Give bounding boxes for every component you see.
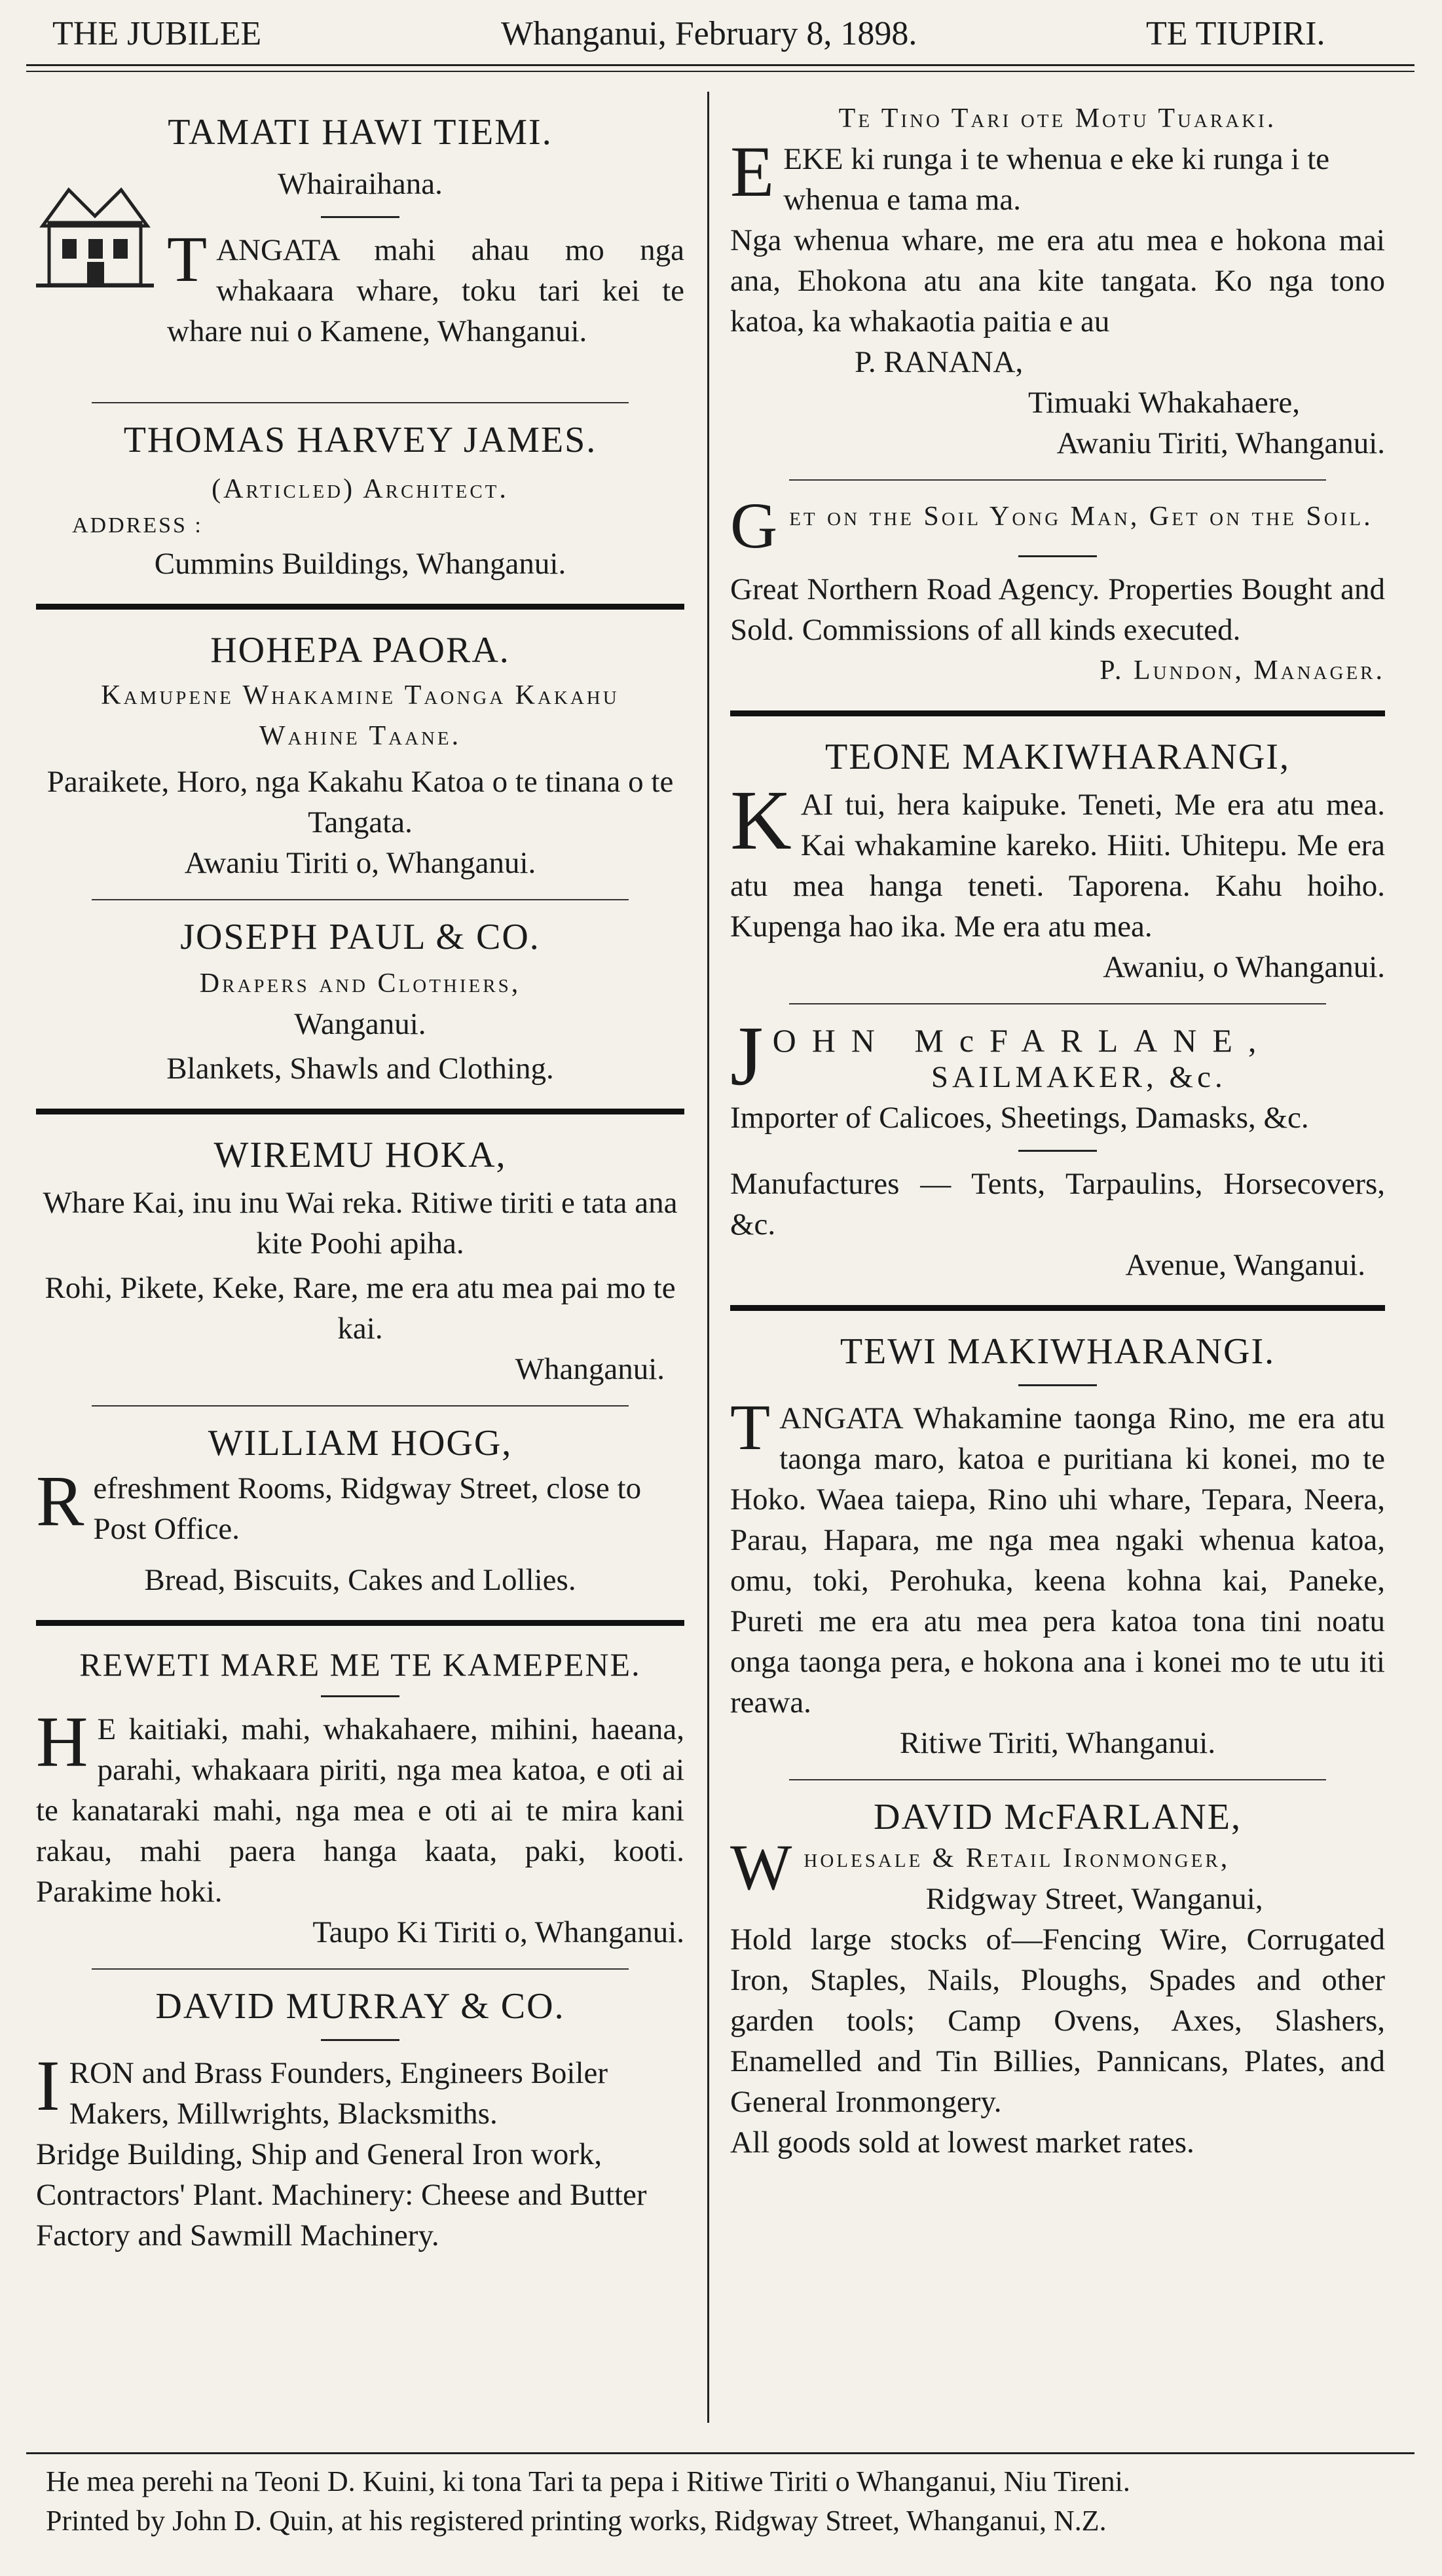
ad-title: OHN McFARLANE, [772, 1022, 1272, 1059]
ad-body: ANGATA mahi ahau mo nga whakaara whare, toku tari kei te whare nui o Kamene, Whanganui. [167, 233, 684, 348]
ad-title: TEONE MAKIWHARANGI, [825, 737, 1290, 777]
ad-title: THOMAS HARVEY JAMES. [123, 420, 597, 460]
ad-line-1: Importer of Calicoes, Sheetings, Damasks, &c. [730, 1101, 1309, 1135]
ad-name: P. RANANA, [855, 345, 1024, 379]
ad-title: DAVID MURRAY & CO. [155, 1986, 565, 2027]
ad-title: WIREMU HOKA, [213, 1135, 507, 1175]
dropcap: J [730, 1009, 764, 1103]
rule [789, 1779, 1326, 1780]
ad-body-2: Nga whenua whare, me era atu mea e hokona mai ana, Ehokona atu ana kite tangata. Ko nga tono katoa, ka whakaotia paitia e au [730, 223, 1385, 339]
rule [92, 402, 629, 403]
masthead-left: THE JUBILEE [52, 15, 262, 52]
ad-place: Wanganui. [294, 1007, 426, 1041]
left-column [36, 98, 684, 2256]
ad-body: Great Northern Road Agency. Properties Bought and Sold. Commissions of all kinds executed. [730, 572, 1385, 647]
masthead [33, 9, 1408, 62]
dropcap: K [730, 773, 792, 868]
short-rule [321, 216, 399, 218]
ad-subtitle: holesale & Retail Ironmonger, [804, 1843, 1230, 1873]
ad-title: et on the Soil Yong Man, Get on the Soil. [789, 502, 1373, 532]
thick-rule [36, 1620, 684, 1626]
ad-title: DAVID McFARLANE, [874, 1797, 1242, 1837]
rule [92, 1405, 629, 1407]
thick-rule [730, 710, 1385, 716]
thick-rule [36, 1109, 684, 1114]
masthead-rule [26, 64, 1414, 66]
imprint-maori: He mea perehi na Teoni D. Kuini, ki tona Tari ta pepa i Ritiwe Tiriti o Whanganui, Niu Tireni. [46, 2465, 1130, 2497]
ad-hohepa-paora [36, 629, 684, 883]
dropcap: T [730, 1391, 771, 1463]
ad-signature: P. Lundon, Manager. [1100, 655, 1385, 686]
ad-get-on-the-soil [730, 489, 1385, 691]
ad-tamati-hawi-tiemi [36, 111, 684, 386]
rule [789, 1003, 1326, 1004]
ad-title: HOHEPA PAORA. [210, 630, 510, 671]
ad-body: efreshment Rooms, Ridgway Street, close to Post Office. [93, 1471, 642, 1546]
dropcap: H [36, 1702, 88, 1782]
dropcap: I [36, 2046, 60, 2125]
house-illustration [36, 177, 154, 288]
ad-body-2: Bread, Biscuits, Cakes and Lollies. [144, 1563, 576, 1597]
ad-te-tino-tari [730, 98, 1385, 464]
ad-address: Awaniu Tiriti o, Whanganui. [184, 846, 536, 880]
ad-william-hogg [36, 1422, 684, 1600]
thick-rule [730, 1305, 1385, 1311]
ad-reweti-mare [36, 1646, 684, 1953]
ad-body-2: Rohi, Pikete, Keke, Rare, me era atu mea pai mo te kai. [45, 1271, 676, 1346]
ad-body: Whare Kai, inu inu Wai reka. Ritiwe tiriti e tata ana kite Poohi apiha. [43, 1186, 678, 1260]
rule [92, 899, 629, 900]
short-rule [1018, 1384, 1097, 1386]
address-label: ADDRESS : [72, 513, 203, 538]
ad-body-2: Bridge Building, Ship and General Iron work, Contractors' Plant. Machinery: Cheese and Butter Factory and Sawmill Machinery. [36, 2137, 647, 2253]
ad-title: WILLIAM HOGG, [208, 1423, 513, 1463]
imprint [46, 2462, 1408, 2541]
short-rule [1018, 555, 1097, 557]
dropcap: W [730, 1831, 795, 1904]
ad-title: TAMATI HAWI TIEMI. [168, 112, 553, 153]
masthead-right: TE TIUPIRI. [1146, 15, 1325, 52]
masthead-date: Whanganui, February 8, 1898. [501, 15, 917, 52]
right-column [730, 98, 1385, 2163]
ad-role: Timuaki Whakahaere, [1027, 386, 1300, 420]
ad-address: Cummins Buildings, Whanganui. [154, 547, 566, 581]
masthead-rule-2 [26, 71, 1414, 72]
ad-title: JOSEPH PAUL & CO. [180, 917, 540, 957]
ad-david-murray [36, 1985, 684, 2256]
ad-title: TEWI MAKIWHARANGI. [840, 1331, 1276, 1372]
ad-thomas-harvey-james [36, 419, 684, 584]
ad-subtitle: Whairaihana. [278, 167, 443, 201]
ad-body: ANGATA Whakamine taonga Rino, me era atu taonga maro, katoa e puritiana ki konei, mo te Hoko. Waea taiepa, Rino uhi whare, Tepara, Neera, Parau, Hapara, me nga mea ngaki whenua katoa, omu, toki, Perohuka, keena kohna kai, Paneke, Pureti me era atu mea pera katoa tona tini noatu onga taonga pera, e hokona ana i konei mo te utu iti reawa. [730, 1401, 1385, 1720]
ad-body: AI tui, hera kaipuke. Teneti, Me era atu mea. Kai whakamine kareko. Hiiti. Uhitepu. Me era atu mea hanga teneti. Taporena. Kahu hoiho. Kupenga hao ika. Me era atu mea. [730, 788, 1385, 944]
ad-footer: All goods sold at lowest market rates. [730, 2125, 1194, 2160]
ad-title: REWETI MARE ME TE KAMEPENE. [79, 1646, 641, 1683]
dropcap: R [36, 1461, 84, 1541]
ad-place: Ridgway Street, Wanganui, [925, 1882, 1263, 1916]
ad-address: Taupo Ki Tiriti o, Whanganui. [312, 1915, 684, 1949]
ad-address: Awaniu Tiriti, Whanganui. [1056, 426, 1385, 460]
short-rule [321, 1695, 399, 1697]
ad-body: RON and Brass Founders, Engineers Boiler Makers, Millwrights, Blacksmiths. [69, 2056, 608, 2131]
ad-address: Awaniu, o Whanganui. [1103, 950, 1385, 984]
ad-subtitle: (Articled) Architect. [212, 474, 509, 504]
dropcap: T [167, 223, 208, 295]
thick-rule [36, 604, 684, 610]
ad-address: Ritiwe Tiriti, Whanganui. [899, 1726, 1216, 1760]
dropcap: E [730, 132, 775, 212]
ad-john-mcfarlane [730, 1009, 1385, 1285]
ad-subtitle: Drapers and Clothiers, [199, 968, 521, 999]
imprint-english: Printed by John D. Quin, at his registered printing works, Ridgway Street, Whanganui, N.Z. [46, 2505, 1107, 2537]
ad-line-2: Manufactures — Tents, Tarpaulins, Horsecovers, &c. [730, 1167, 1385, 1242]
ad-place: Whanganui. [515, 1352, 665, 1386]
ad-tewi-makiwharangi [730, 1331, 1385, 1763]
ad-subtitle: SAILMAKER, &c. [931, 1060, 1227, 1094]
dropcap: G [730, 489, 781, 562]
ad-address: Avenue, Wanganui. [1125, 1248, 1365, 1282]
column-divider [707, 92, 709, 2423]
footer-rule [26, 2452, 1414, 2454]
rule [789, 479, 1326, 481]
ad-teone-makiwharangi [730, 736, 1385, 987]
ad-body: EKE ki runga i te whenua e eke ki runga i te whenua e tama ma. [783, 142, 1330, 217]
ad-body: Blankets, Shawls and Clothing. [166, 1052, 554, 1086]
ad-body: Hold large stocks of—Fencing Wire, Corrugated Iron, Staples, Nails, Ploughs, Spades and other garden tools; Camp Ovens, Axes, Slashers, Enamelled and Tin Billies, Pannicans, Plates, and General Ironmongery. [730, 1923, 1385, 2119]
ad-title: Te Tino Tari ote Motu Tuaraki. [838, 103, 1277, 134]
rule [92, 1968, 629, 1970]
ad-subtitle-2: Wahine Taane. [259, 721, 462, 751]
ad-joseph-paul [36, 916, 684, 1089]
short-rule [1018, 1150, 1097, 1152]
short-rule [321, 2039, 399, 2041]
ad-body: Paraikete, Horo, nga Kakahu Katoa o te tinana o te Tangata. [46, 765, 674, 839]
ad-body: E kaitiaki, mahi, whakahaere, mihini, haeana, parahi, whakaara piriti, nga mea katoa, e oti ai te kanataraki mahi, nga mea e oti ai te mira kani rakau, mahi paera hanga kaata, paki, kooti. Parakime hoki. [36, 1712, 684, 1909]
ad-subtitle: Kamupene Whakamine Taonga Kakahu [101, 680, 619, 710]
ad-david-mcfarlane [730, 1796, 1385, 2163]
ad-wiremu-hoka [36, 1134, 684, 1389]
